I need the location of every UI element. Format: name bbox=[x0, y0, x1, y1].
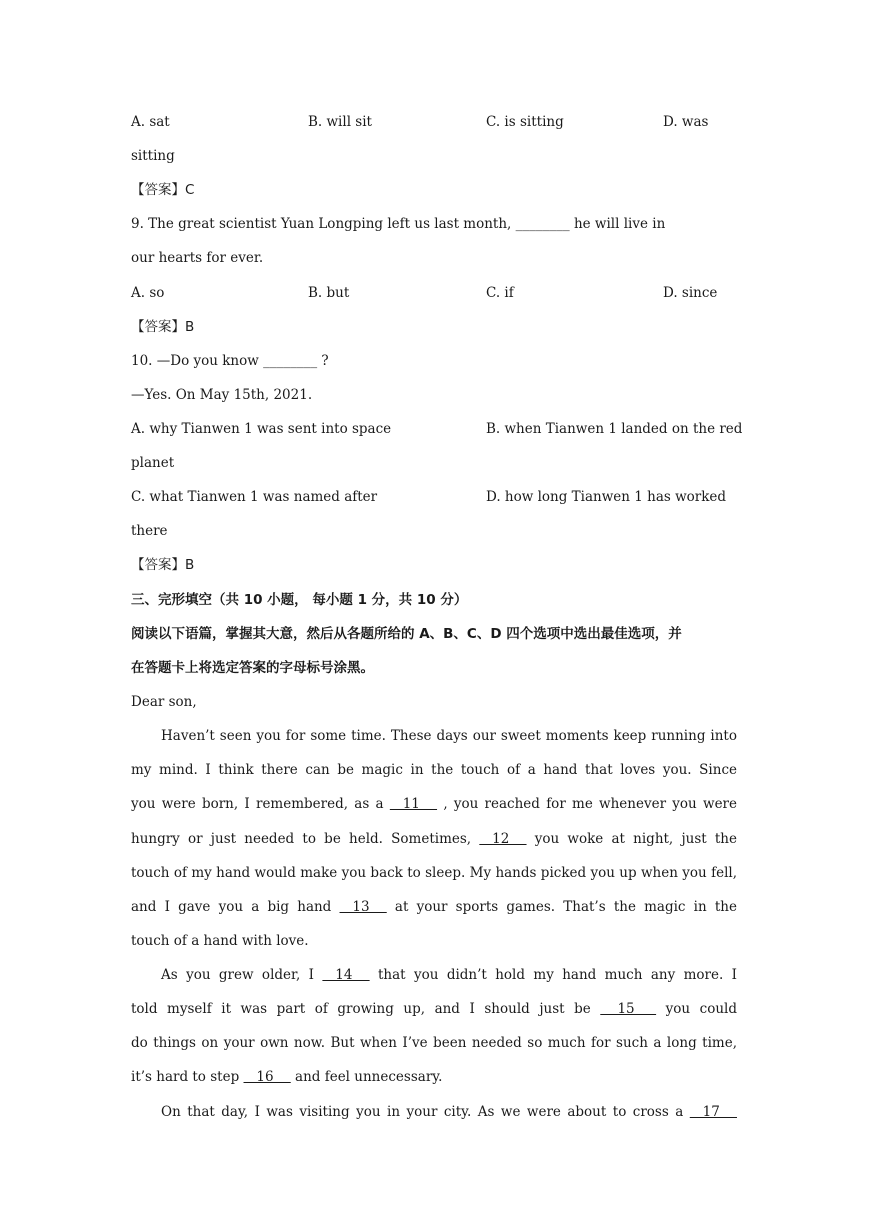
passage-p1-line7: touch of a hand with love. bbox=[131, 933, 309, 949]
q9-option-b: B. but bbox=[308, 285, 350, 301]
blank-17: 17 bbox=[689, 1104, 737, 1120]
letter-greeting: Dear son, bbox=[131, 694, 197, 710]
q10-stem-line2: —Yes. On May 15th, 2021. bbox=[131, 387, 313, 403]
q8-option-d: D. was bbox=[663, 114, 709, 130]
section-title: 三、完形填空（共 10 小题， 每小题 1 分，共 10 分） bbox=[131, 592, 468, 608]
q9-option-d: D. since bbox=[663, 285, 718, 301]
passage-p2-line3: do things on your own now. But when I’ve been needed so much for such a long time, bbox=[131, 1035, 737, 1051]
q9-stem-line2: our hearts for ever. bbox=[131, 250, 264, 266]
passage-text: at your sports games. That’s the magic in the bbox=[394, 899, 737, 915]
q9-stem-text-a: 9. The great scientist Yuan Longping left us last month, bbox=[131, 216, 512, 232]
q10-option-a: A. why Tianwen 1 was sent into space bbox=[131, 421, 392, 437]
blank-11: 11 bbox=[389, 796, 438, 812]
passage-text: that you didn’t hold my hand much any more. I bbox=[378, 967, 737, 983]
q10-stem-text-a: 10. —Do you know bbox=[131, 353, 259, 369]
q8-option-b: B. will sit bbox=[308, 114, 372, 130]
q10-option-c: C. what Tianwen 1 was named after bbox=[131, 489, 378, 505]
q9-stem-text-b: he will live in bbox=[573, 216, 666, 232]
passage-text: and I gave you a big hand bbox=[131, 899, 332, 915]
q9-answer: 【答案】B bbox=[131, 319, 195, 335]
section-instruction-line2: 在答题卡上将选定答案的字母标号涂黑。 bbox=[131, 660, 374, 676]
passage-text: hungry or just needed to be held. Sometimes, bbox=[131, 831, 472, 847]
q10-answer: 【答案】B bbox=[131, 557, 195, 573]
passage-text: you woke at night, just the bbox=[534, 831, 737, 847]
q10-stem-line1 bbox=[131, 350, 737, 372]
q8-option-a: A. sat bbox=[131, 114, 170, 130]
passage-p2-line1 bbox=[161, 964, 737, 986]
passage-p2-line4 bbox=[131, 1066, 737, 1088]
passage-text: you could bbox=[665, 1001, 737, 1017]
q10-option-b-wrap: planet bbox=[131, 455, 175, 471]
passage-p1-line2: my mind. I think there can be magic in the touch of a hand that loves you. Since bbox=[131, 762, 737, 778]
q8-answer: 【答案】C bbox=[131, 182, 195, 198]
blank-14: 14 bbox=[322, 967, 370, 983]
q9-option-a: A. so bbox=[131, 285, 165, 301]
passage-text: it’s hard to step bbox=[131, 1069, 240, 1085]
passage-p1-line5: touch of my hand would make you back to sleep. My hands picked you up when you fell, bbox=[131, 865, 737, 881]
q10-option-b: B. when Tianwen 1 landed on the red bbox=[486, 421, 743, 437]
passage-p1-line4 bbox=[131, 828, 737, 850]
q10-options-row-cd bbox=[131, 486, 737, 508]
passage-p3-line1 bbox=[161, 1101, 737, 1123]
section-instruction-line1: 阅读以下语篇，掌握其大意，然后从各题所给的 A、B、C、D 四个选项中选出最佳选项，并 bbox=[131, 626, 682, 642]
q9-stem-line1 bbox=[131, 213, 737, 235]
q10-option-d: D. how long Tianwen 1 has worked bbox=[486, 489, 727, 505]
q9-options-row bbox=[131, 282, 737, 304]
passage-text: , you reached for me whenever you were bbox=[443, 796, 737, 812]
q10-option-d-wrap: there bbox=[131, 523, 168, 539]
passage-text: As you grew older, I bbox=[161, 967, 314, 983]
blank-15: 15 bbox=[600, 1001, 657, 1017]
q8-options-row bbox=[131, 111, 737, 133]
q10-blank: ________ bbox=[263, 353, 318, 369]
passage-text: you were born, I remembered, as a bbox=[131, 796, 384, 812]
passage-text: On that day, I was visiting you in your city. As we were about to cross a bbox=[161, 1104, 684, 1120]
passage-text: told myself it was part of growing up, and I should just be bbox=[131, 1001, 591, 1017]
q9-blank: ________ bbox=[515, 216, 570, 232]
q10-options-row-ab bbox=[131, 418, 743, 440]
passage-text: and feel unnecessary. bbox=[295, 1069, 443, 1085]
blank-16: 16 bbox=[243, 1069, 291, 1085]
passage-p2-line2 bbox=[131, 998, 737, 1020]
passage-p1-line6 bbox=[131, 896, 737, 918]
blank-12: 12 bbox=[479, 831, 527, 847]
q10-stem-text-b: ? bbox=[321, 353, 329, 369]
passage-p1-line3 bbox=[131, 793, 737, 815]
blank-13: 13 bbox=[339, 899, 387, 915]
q8-option-d-wrap: sitting bbox=[131, 148, 175, 164]
passage-p1-line1: Haven’t seen you for some time. These days our sweet moments keep running into bbox=[161, 728, 737, 744]
q9-option-c: C. if bbox=[486, 285, 514, 301]
q8-option-c: C. is sitting bbox=[486, 114, 564, 130]
